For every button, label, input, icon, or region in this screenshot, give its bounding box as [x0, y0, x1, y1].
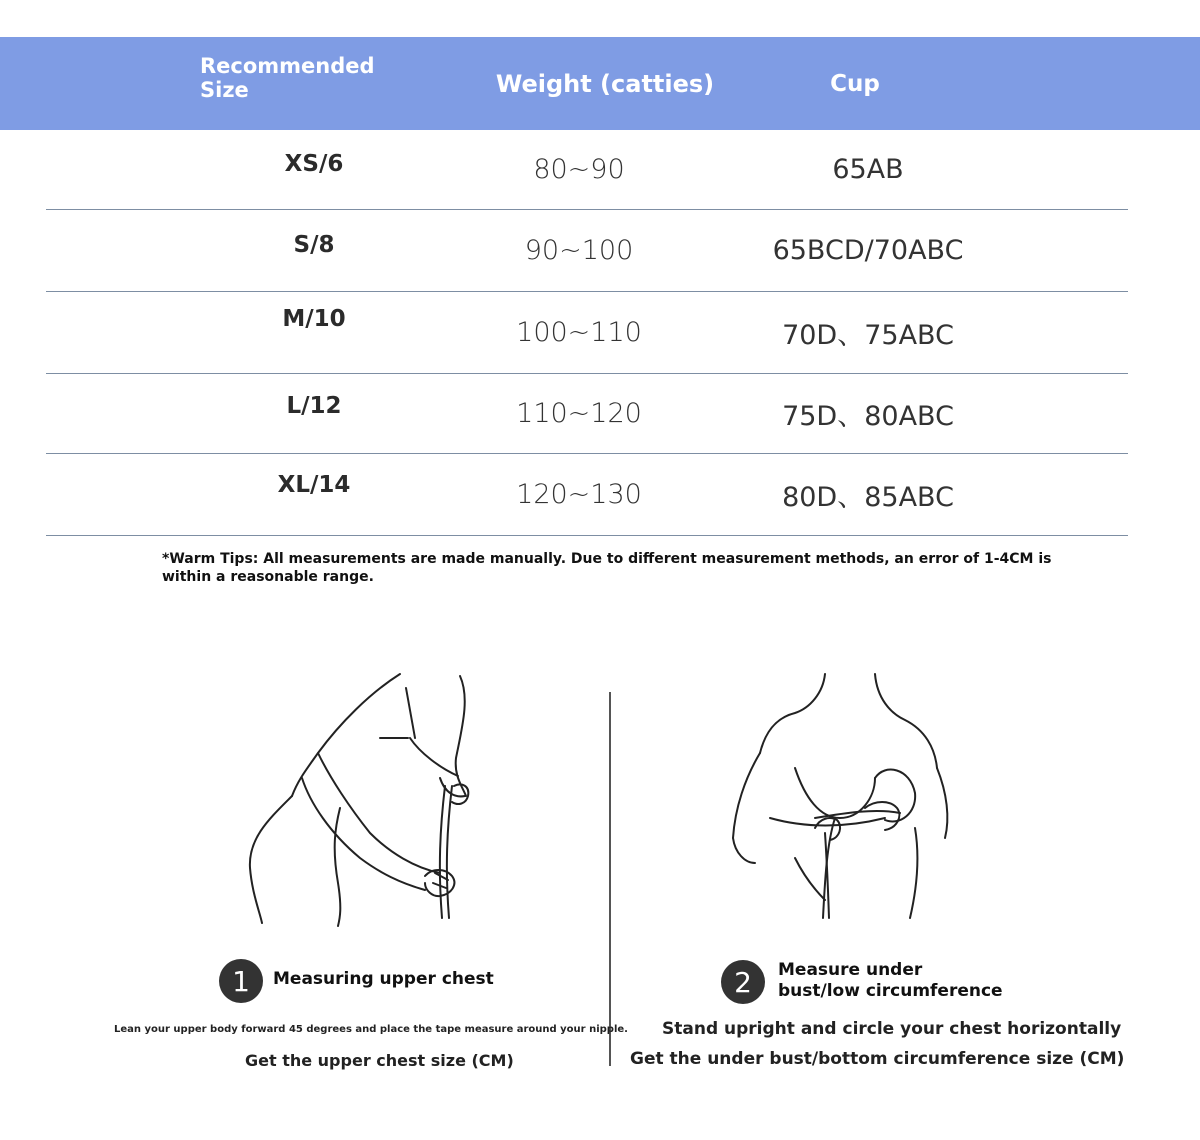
- step-2-result: Get the under bust/bottom circumference size (CM): [630, 1049, 1125, 1069]
- table-row: [46, 292, 1128, 374]
- step-1-result: Get the upper chest size (CM): [245, 1051, 514, 1070]
- step-2-instruction: Stand upright and circle your chest horizontally: [662, 1019, 1122, 1039]
- size-cell: XS/6: [284, 150, 344, 177]
- table-row: [46, 210, 1128, 292]
- step-2-title: Measure under bust/low circumference: [778, 960, 1003, 1001]
- step-2-number-badge: 2: [721, 960, 765, 1004]
- size-cell: XL/14: [277, 471, 351, 498]
- cup-cell: 70D、75ABC: [782, 320, 954, 351]
- step-1-instruction: Lean your upper body forward 45 degrees and place the tape measure around your nipple.: [114, 1024, 628, 1035]
- header-recommended-size: Recommended Size: [200, 53, 375, 102]
- cup-cell: 65BCD/70ABC: [772, 235, 964, 266]
- table-header: [0, 37, 1200, 130]
- cup-cell: 75D、80ABC: [782, 401, 954, 432]
- size-cell: S/8: [293, 231, 335, 258]
- weight-cell: 100~110: [516, 317, 642, 348]
- step-1-title: Measuring upper chest: [273, 969, 494, 989]
- size-cell: M/10: [282, 305, 346, 332]
- upper-chest-illustration: [240, 668, 480, 930]
- weight-cell: 110~120: [516, 398, 642, 429]
- table-row: [46, 454, 1128, 536]
- cup-cell: 65AB: [832, 154, 904, 185]
- section-divider: [609, 692, 611, 1066]
- header-cup: Cup: [830, 70, 880, 97]
- step-1-number-badge: 1: [219, 959, 263, 1003]
- weight-cell: 90~100: [524, 235, 634, 266]
- under-bust-illustration: [725, 668, 960, 930]
- warm-tips: *Warm Tips: All measurements are made manually. Due to different measurement methods, an error of 1-4CM is within a reasonable range.: [162, 551, 1052, 585]
- size-cell: L/12: [286, 392, 342, 419]
- cup-cell: 80D、85ABC: [782, 482, 954, 513]
- weight-cell: 120~130: [516, 479, 642, 510]
- table-row: [46, 130, 1128, 210]
- weight-cell: 80~90: [533, 154, 625, 185]
- table-row: [46, 374, 1128, 454]
- header-weight: Weight (catties): [495, 69, 715, 98]
